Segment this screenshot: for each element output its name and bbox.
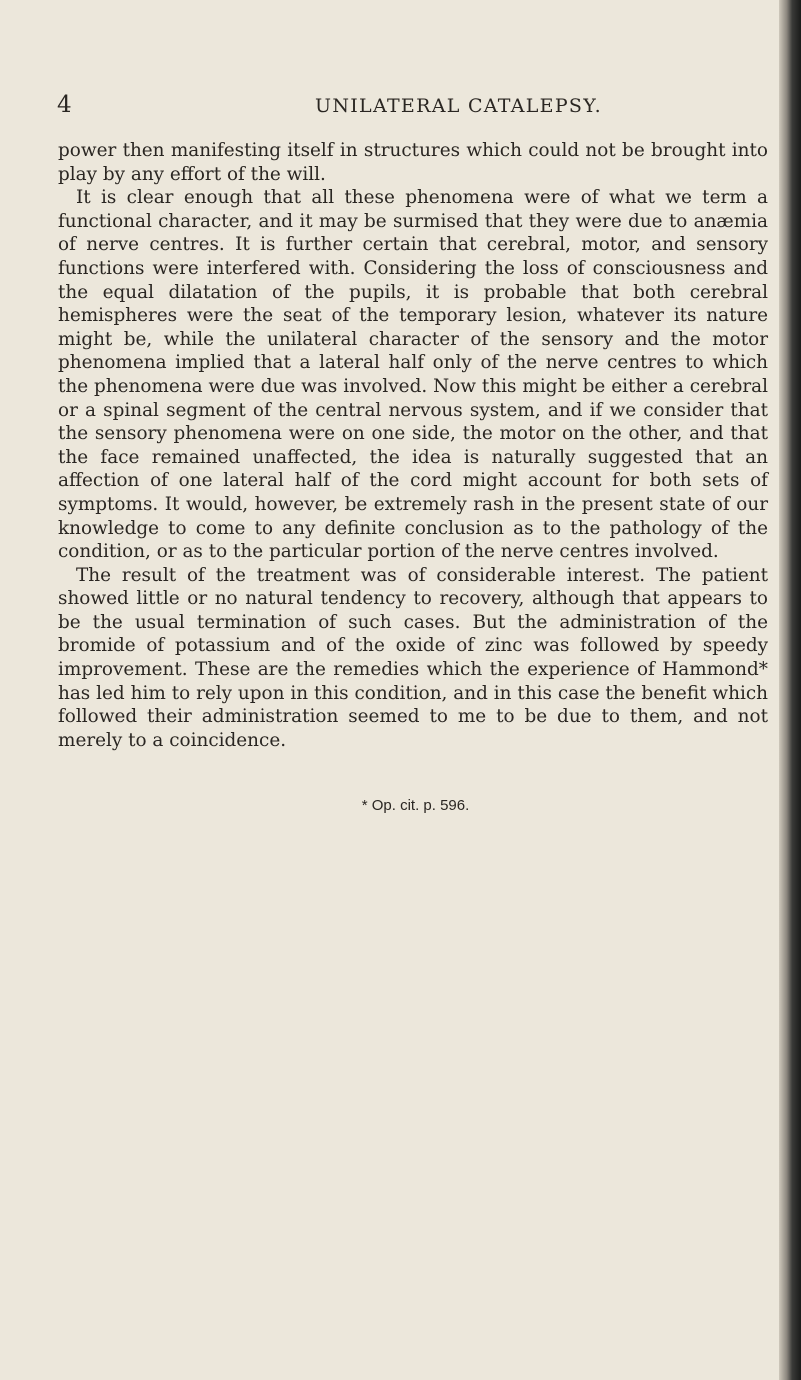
body-text xyxy=(58,139,768,752)
page-edge-shadow xyxy=(779,0,801,1380)
page-number: 4 xyxy=(57,92,72,118)
paragraph: power then manifesting itself in structures which could not be brought into play by any effort of the will. xyxy=(58,140,768,185)
running-title: UNILATERAL CATALEPSY. xyxy=(315,95,602,117)
page-header xyxy=(57,92,769,122)
paragraph: It is clear enough that all these phenomena were of what we term a functional character, and it may be surmised that they were due to anæmia of nerve centres. It is further certain that cerebral, motor, and sensory functions were interfered with. Considering the loss of consciousness and the equal dilatation of the pupils, it is probable that both cerebral hemispheres were the seat of the temporary lesion, whatever its nature might be, while the unilateral character of the sensory and the motor phenomena implied that a lateral half only of the nerve centres to which the phenomena were due was involved. Now this might be either a cerebral or a spinal segment of the central nervous system, and if we consider that the sensory phenomena were on one side, the motor on the other, and that the face remained unaffected, the idea is naturally suggested that an affection of one lateral half of the cord might account for both sets of symptoms. It would, however, be extremely rash in the present state of our knowledge to come to any definite conclusion as to the pathology of the condition, or as to the particular portion of the nerve centres involved. xyxy=(58,187,768,563)
footnote: * Op. cit. p. 596. xyxy=(361,797,470,814)
paragraph: The result of the treatment was of considerable interest. The patient showed little or no natural tendency to recovery, although that appears to be the usual termination of such cases. But the administration of the bromide of potassium and of the oxide of zinc was followed by speedy improvement. These are the remedies which the experience of Hammond* has led him to rely upon in this condition, and in this case the benefit which followed their administration seemed to me to be due to them, and not merely to a coincidence. xyxy=(58,564,768,751)
